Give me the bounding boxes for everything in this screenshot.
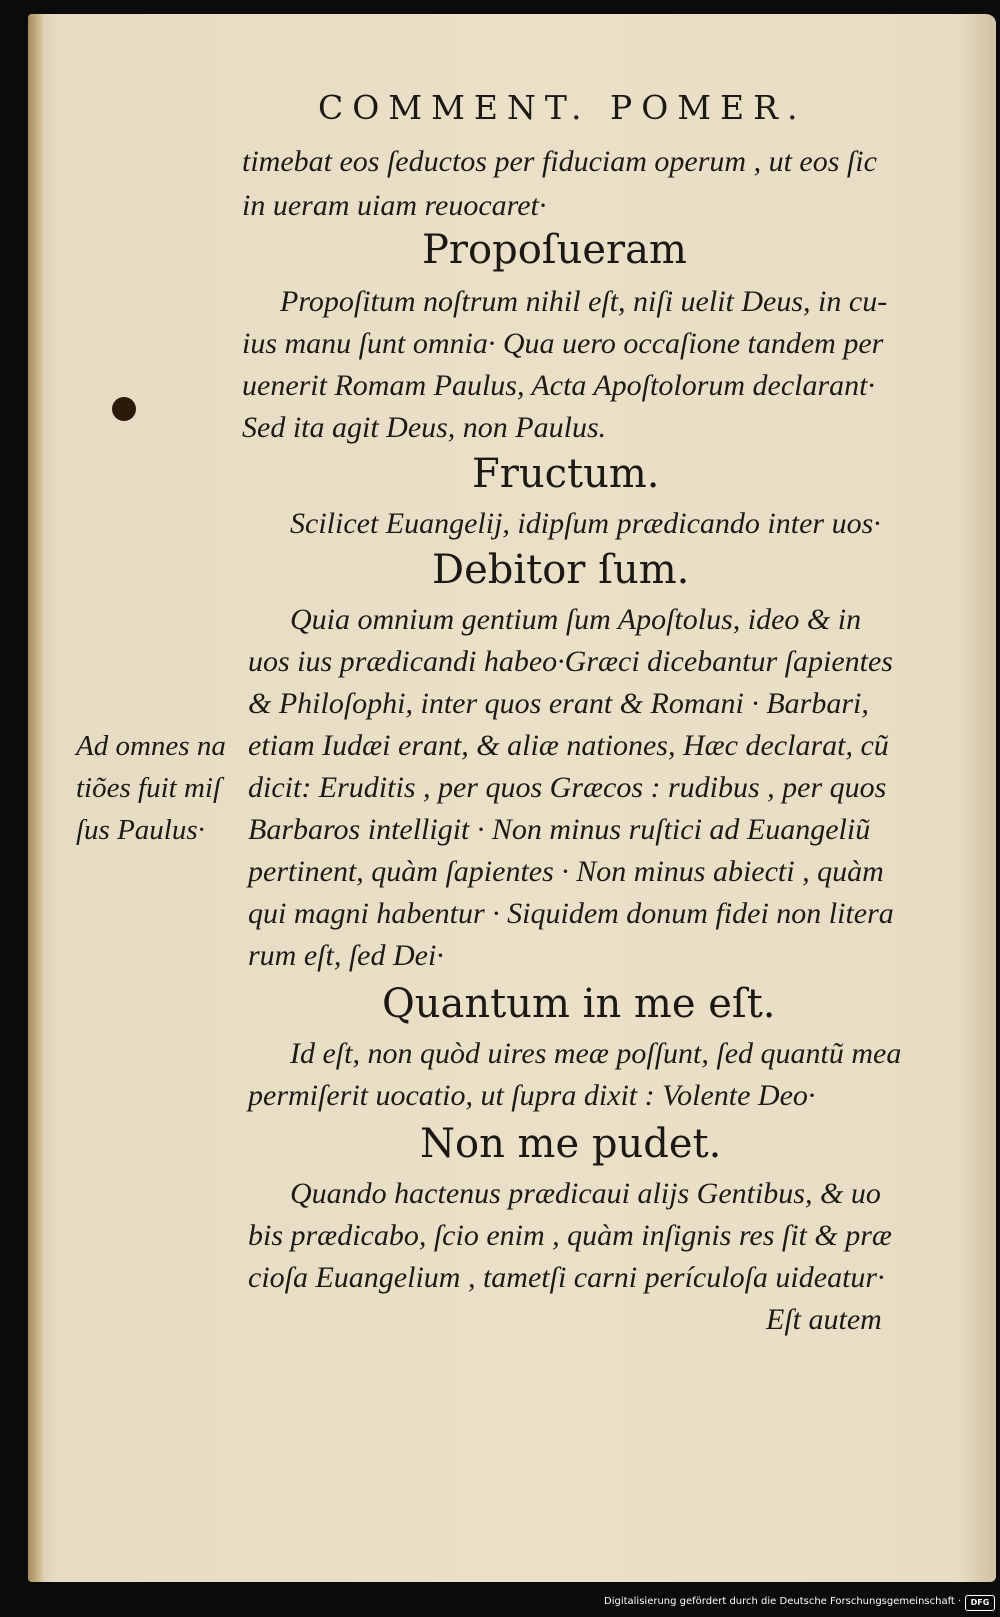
margin-note-line-2: tiões fuit miſ	[76, 772, 221, 804]
text-line-24: Quando hactenus prædicaui alijs Gentibus, & uo	[290, 1177, 881, 1210]
book-page	[28, 14, 996, 1582]
text-line-13: & Philoſophi, inter quos erant & Romani · Barbari,	[248, 687, 869, 720]
ink-blot	[112, 397, 136, 421]
text-line-19: rum eſt, ſed Dei·	[248, 939, 444, 972]
text-line-15: dicit: Eruditis , per quos Græcos : rudibus , per quos	[248, 771, 887, 804]
text-line-9: Scilicet Euangelij, idipſum prædicando inter uos·	[290, 507, 881, 540]
text-line-1: timebat eos ſeductos per fiduciam operum , ut eos ſic	[242, 145, 877, 178]
text-line-18: qui magni habentur · Siquidem donum fidei non litera	[248, 897, 894, 930]
catchword: Eſt autem	[766, 1303, 882, 1336]
text-line-7: Sed ita agit Deus, non Paulus.	[242, 411, 607, 444]
text-line-6: uenerit Romam Paulus, Acta Apoſtolorum declarant·	[242, 369, 876, 402]
text-line-16: Barbaros intelligit · Non minus ruſtici ad Euangeliũ	[248, 813, 871, 846]
text-line-22: permiſerit uocatio, ut ſupra dixit : Volente Deo·	[248, 1079, 816, 1112]
text-line-26: cioſa Euangelium , tametſi carni perículoſa uideatur·	[248, 1261, 885, 1294]
margin-note-line-3: ſus Paulus·	[76, 814, 205, 846]
lemma-debitor-sum: Debitor ſum.	[432, 547, 690, 593]
running-head: COMMENT. POMER.	[318, 88, 807, 127]
text-line-12: uos ius prædicandi habeo·Græci dicebantur ſapientes	[248, 645, 893, 678]
text-line-4: Propoſitum noſtrum nihil eſt, niſi uelit Deus, in cu-	[280, 285, 888, 318]
page-edge	[992, 14, 996, 1582]
lemma-proposueram: Propoſueram	[422, 227, 687, 273]
text-line-11: Quia omnium gentium ſum Apoſtolus, ideo & in	[290, 603, 862, 636]
margin-note-line-1: Ad omnes na	[76, 730, 226, 762]
text-line-5: ius manu ſunt omnia· Qua uero occaſione tandem per	[242, 327, 884, 360]
lemma-fructum: Fructum.	[472, 451, 660, 497]
dfg-logo: DFG	[965, 1595, 995, 1611]
text-line-17: pertinent, quàm ſapientes · Non minus abiecti , quàm	[248, 855, 884, 888]
lemma-non-me-pudet: Non me pudet.	[420, 1121, 722, 1167]
text-line-14: etiam Iudæi erant, & aliæ nationes, Hæc declarat, cũ	[248, 729, 889, 762]
text-line-2: in ueram uiam reuocaret·	[242, 189, 547, 222]
text-line-25: bis prædicabo, ſcio enim , quàm inſignis res ſit & præ	[248, 1219, 892, 1252]
text-line-21: Id eſt, non quòd uires meæ poſſunt, ſed quantũ mea	[290, 1037, 902, 1070]
lemma-quantum-in-me-est: Quantum in me eſt.	[382, 981, 776, 1027]
digitization-credit: Digitalisierung gefördert durch die Deutsche Forschungsgemeinschaft ·	[604, 1596, 962, 1607]
